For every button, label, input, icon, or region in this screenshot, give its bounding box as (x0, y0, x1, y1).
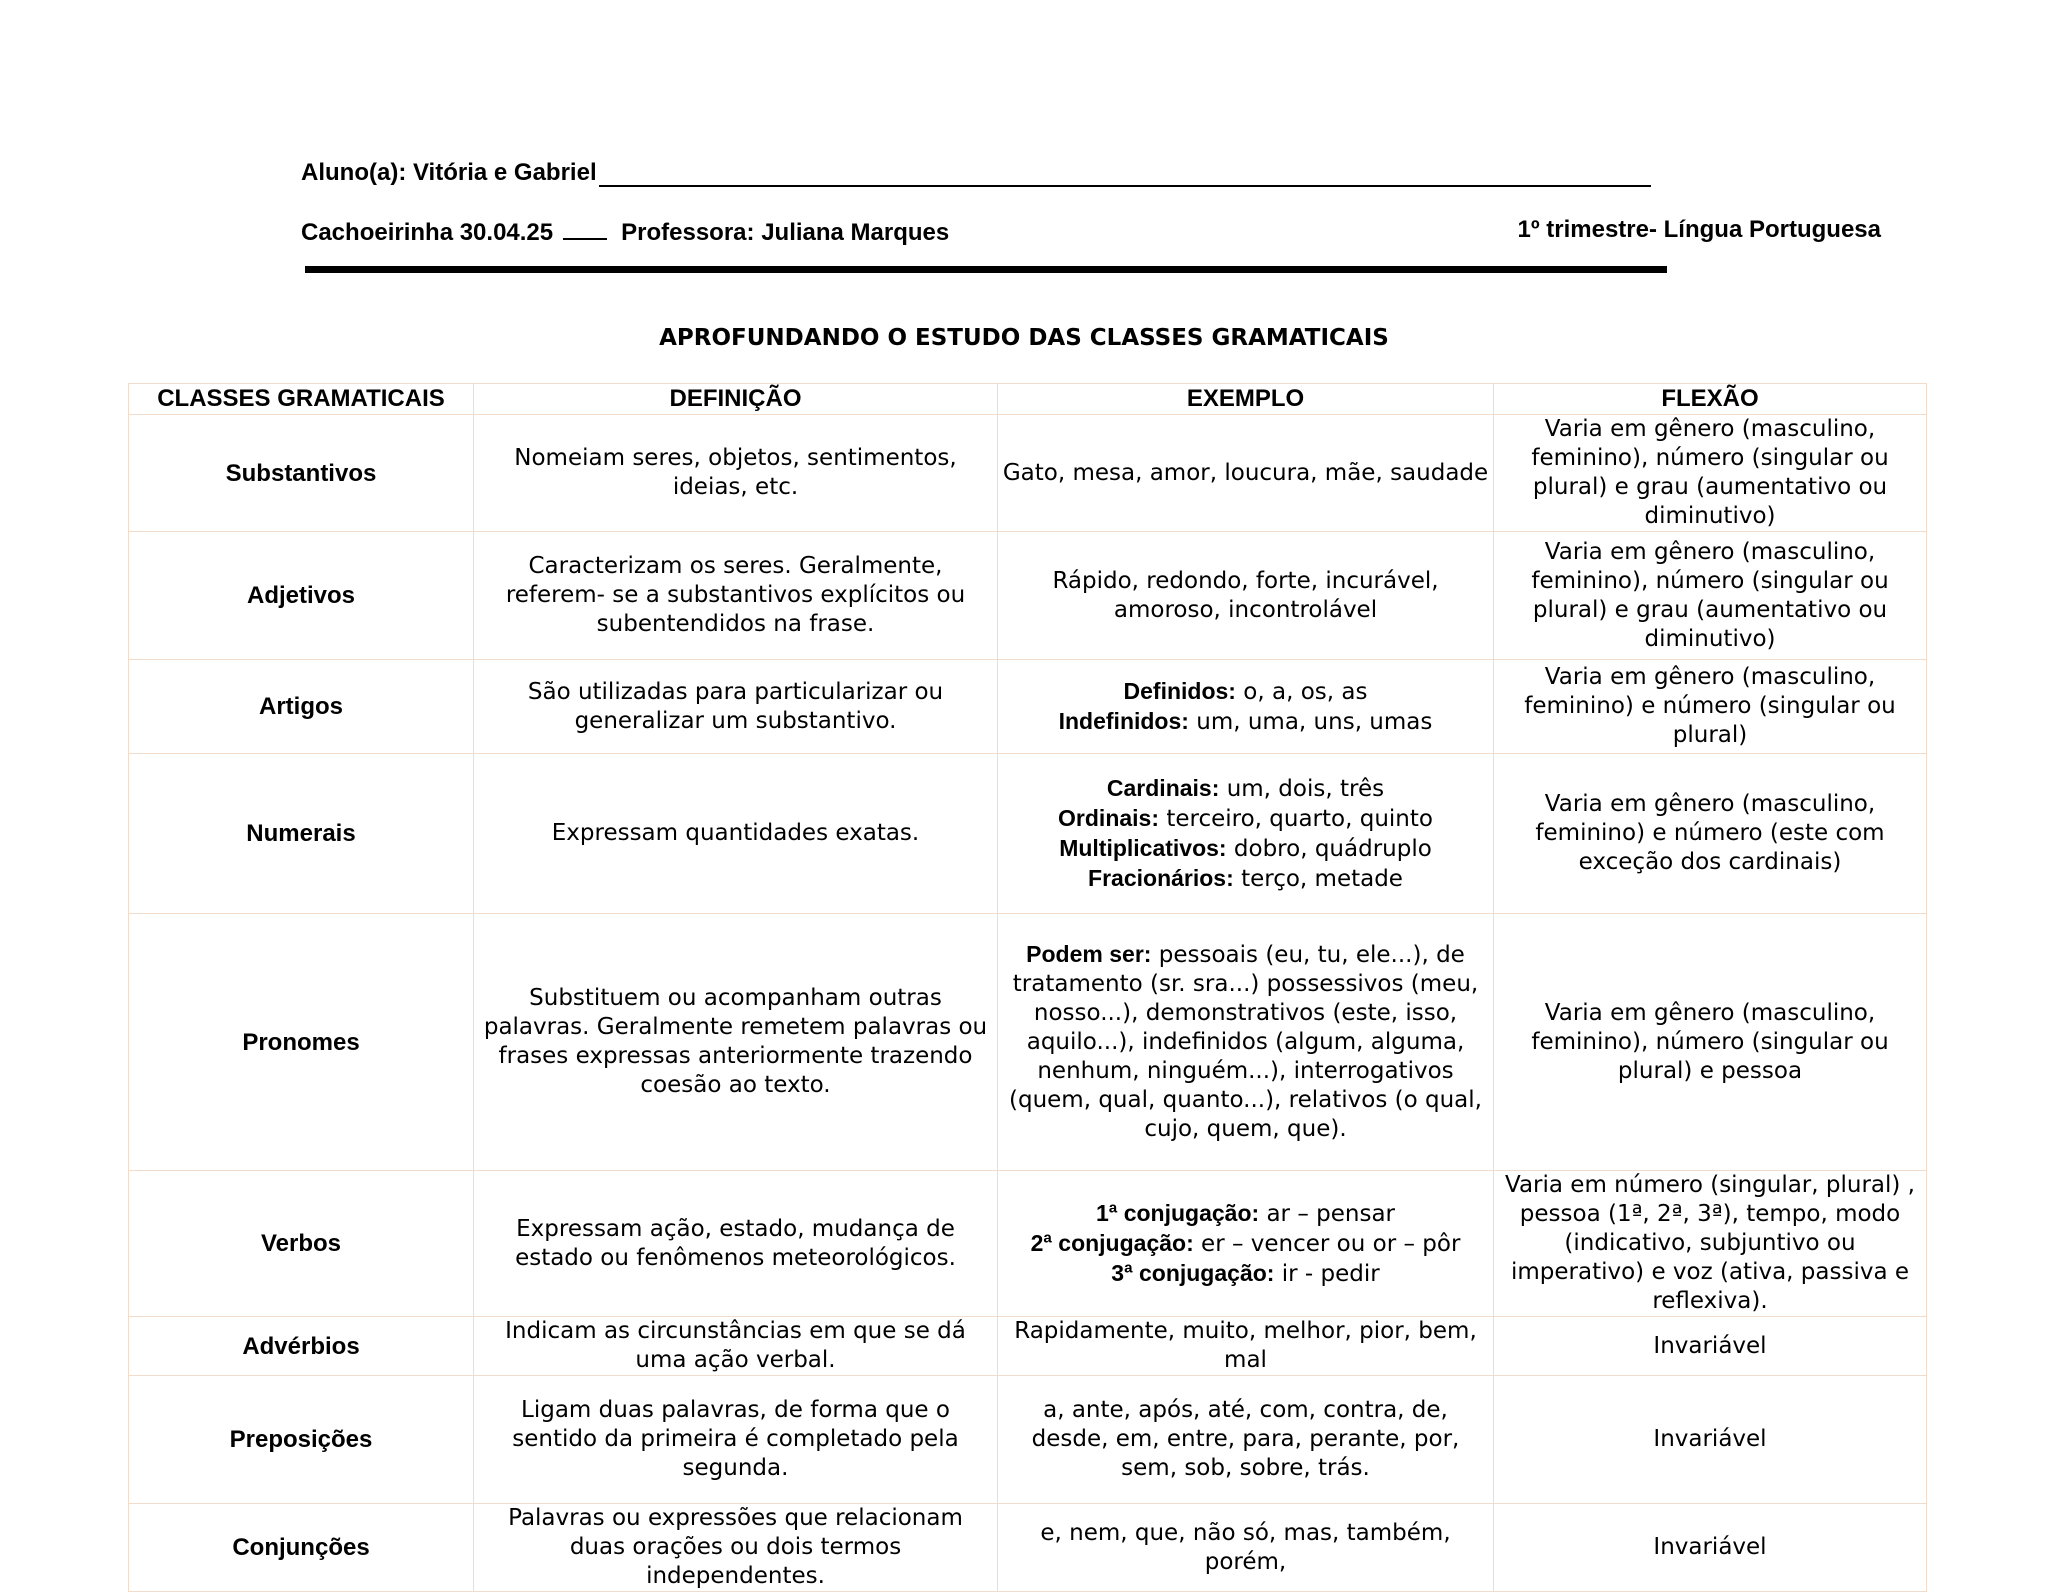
table-row (129, 1504, 1927, 1592)
header-exemplo: EXEMPLO (998, 384, 1494, 415)
example-line (1002, 940, 1489, 1144)
example-text: um, dois, três (1219, 775, 1385, 802)
definition-cell: Expressam ação, estado, mudança de estado ou fenômenos meteorológicos. (474, 1171, 998, 1317)
inflection-cell: Varia em número (singular, plural) , pessoa (1ª, 2ª, 3ª), tempo, modo (indicativo, subjuntivo ou imperativo) e voz (ativa, passiva e reflexiva). (1494, 1171, 1927, 1317)
definition-cell: Expressam quantidades exatas. (474, 754, 998, 914)
example-line (1002, 1259, 1489, 1289)
example-line (1002, 707, 1489, 737)
example-text: terço, metade (1233, 865, 1403, 892)
example-text: ir - pedir (1274, 1260, 1380, 1287)
class-name-cell: Advérbios (129, 1317, 474, 1376)
table-row (129, 754, 1927, 914)
grammar-classes-table (128, 383, 1927, 1592)
place-date: Cachoeirinha 30.04.25 (301, 219, 554, 246)
example-cell (998, 754, 1494, 914)
example-text: o, a, os, as (1235, 678, 1368, 705)
example-text: pessoais (eu, tu, ele...), de tratamento (sr. sra...) possessivos (meu, nosso...), demonstrativos (este, isso, aquilo...), indefinidos (algum, alguma, nenhum, ninguém...), interrogativos (quem, qual, quanto...), relativos (o qual, cujo, quem, que). (1009, 942, 1482, 1142)
example-label: Indefinidos: (1058, 707, 1189, 734)
header-flexao: FLEXÃO (1494, 384, 1927, 415)
definition-cell: Caracterizam os seres. Geralmente, referem- se a substantivos explícitos ou subentendidos na frase. (474, 532, 998, 660)
definition-cell: São utilizadas para particularizar ou generalizar um substantivo. (474, 660, 998, 754)
class-name-cell: Pronomes (129, 914, 474, 1171)
inflection-cell: Invariável (1494, 1504, 1927, 1592)
example-line (1002, 774, 1489, 804)
document-title: APROFUNDANDO O ESTUDO DAS CLASSES GRAMATICAIS (659, 325, 1389, 351)
student-line (301, 159, 1651, 187)
example-line (1002, 804, 1489, 834)
example-cell: Rápido, redondo, forte, incurável, amoroso, incontrolável (998, 532, 1494, 660)
inflection-cell: Invariável (1494, 1317, 1927, 1376)
table-row (129, 914, 1927, 1171)
example-text: um, uma, uns, umas (1188, 708, 1433, 735)
example-cell: Gato, mesa, amor, loucura, mãe, saudade (998, 415, 1494, 532)
example-line (1002, 864, 1489, 894)
example-line (1002, 1229, 1489, 1259)
table-row (129, 1317, 1927, 1376)
example-label: Definidos: (1123, 677, 1236, 704)
table-row (129, 415, 1927, 532)
example-cell (998, 1171, 1494, 1317)
example-text: dobro, quádruplo (1226, 835, 1432, 862)
definition-cell: Substituem ou acompanham outras palavras. Geralmente remetem palavras ou frases expressas anteriormente trazendo coesão ao texto. (474, 914, 998, 1171)
example-line (1002, 834, 1489, 864)
class-name-cell: Substantivos (129, 415, 474, 532)
term-subject: 1º trimestre- Língua Portuguesa (1517, 216, 1881, 243)
definition-cell: Indicam as circunstâncias em que se dá uma ação verbal. (474, 1317, 998, 1376)
inflection-cell: Varia em gênero (masculino, feminino) e número (singular ou plural) (1494, 660, 1927, 754)
example-cell: e, nem, que, não só, mas, também, porém, (998, 1504, 1494, 1592)
definition-cell: Palavras ou expressões que relacionam duas orações ou dois termos independentes. (474, 1504, 998, 1592)
class-name-cell: Verbos (129, 1171, 474, 1317)
example-label: Podem ser: (1026, 941, 1152, 967)
definition-cell: Ligam duas palavras, de forma que o sentido da primeira é completado pela segunda. (474, 1376, 998, 1504)
example-text: er – vencer ou or – pôr (1193, 1230, 1461, 1257)
student-name-underline (599, 161, 1651, 187)
header-classes: CLASSES GRAMATICAIS (129, 384, 474, 415)
table-row (129, 1376, 1927, 1504)
example-label: Cardinais: (1106, 774, 1220, 801)
definition-cell: Nomeiam seres, objetos, sentimentos, ideias, etc. (474, 415, 998, 532)
example-label: 3ª conjugação: (1111, 1259, 1275, 1286)
class-name-cell: Preposições (129, 1376, 474, 1504)
inflection-cell: Varia em gênero (masculino, feminino) e número (este com exceção dos cardinais) (1494, 754, 1927, 914)
inflection-cell: Varia em gênero (masculino, feminino), número (singular ou plural) e grau (aumentativo ou diminutivo) (1494, 532, 1927, 660)
example-label: 1ª conjugação: (1096, 1199, 1260, 1226)
example-cell (998, 914, 1494, 1171)
example-line (1002, 677, 1489, 707)
teacher-name: Professora: Juliana Marques (621, 219, 950, 246)
example-text: ar – pensar (1259, 1200, 1395, 1227)
example-line (1002, 1199, 1489, 1229)
example-label: 2ª conjugação: (1030, 1229, 1194, 1256)
table-header-row (129, 384, 1927, 415)
table-row (129, 1171, 1927, 1317)
class-name-cell: Adjetivos (129, 532, 474, 660)
example-cell: a, ante, após, até, com, contra, de, desde, em, entre, para, perante, por, sem, sob, sobre, trás. (998, 1376, 1494, 1504)
class-name-cell: Conjunções (129, 1504, 474, 1592)
header-definicao: DEFINIÇÃO (474, 384, 998, 415)
class-name-cell: Numerais (129, 754, 474, 914)
example-label: Multiplicativos: (1059, 834, 1227, 861)
inflection-cell: Varia em gênero (masculino, feminino), número (singular ou plural) e grau (aumentativo ou diminutivo) (1494, 415, 1927, 532)
example-label: Ordinais: (1058, 804, 1160, 831)
example-cell (998, 660, 1494, 754)
example-label: Fracionários: (1088, 864, 1234, 891)
student-name: Aluno(a): Vitória e Gabriel (301, 159, 597, 186)
table-body (129, 415, 1927, 1592)
table-row (129, 532, 1927, 660)
table-row (129, 660, 1927, 754)
example-text: terceiro, quarto, quinto (1159, 805, 1433, 832)
blank-underline (563, 216, 607, 240)
inflection-cell: Invariável (1494, 1376, 1927, 1504)
example-cell: Rapidamente, muito, melhor, pior, bem, mal (998, 1317, 1494, 1376)
class-name-cell: Artigos (129, 660, 474, 754)
inflection-cell: Varia em gênero (masculino, feminino), número (singular ou plural) e pessoa (1494, 914, 1927, 1171)
header-divider (305, 266, 1667, 273)
